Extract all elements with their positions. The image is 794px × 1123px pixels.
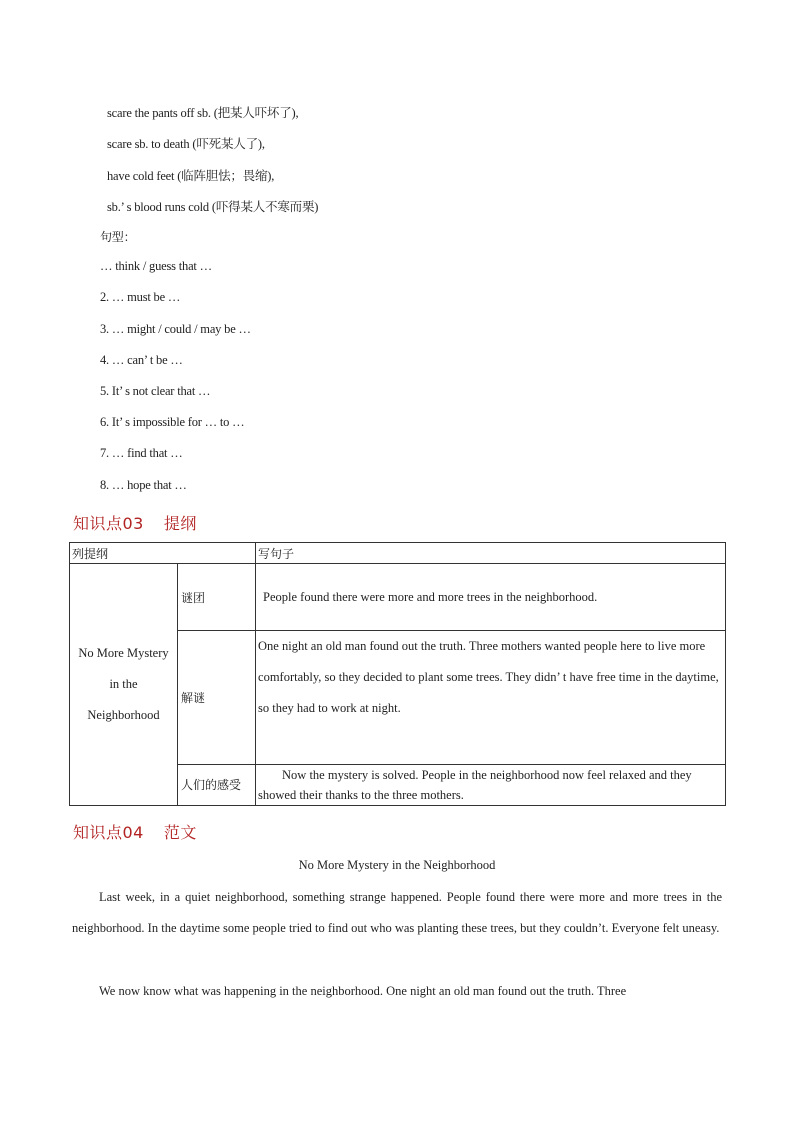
section-heading-essay bbox=[73, 820, 197, 843]
topic-cell bbox=[70, 564, 178, 806]
row-label: 人们的感受 bbox=[178, 765, 256, 806]
essay-title: No More Mystery in the Neighborhood bbox=[298, 858, 496, 872]
row-label: 解谜 bbox=[178, 631, 256, 765]
section-heading-outline bbox=[73, 511, 197, 534]
pattern-item: 6. It’ s impossible for … to … bbox=[100, 415, 245, 429]
section-number: 知识点04 bbox=[73, 823, 144, 842]
pattern-item: 4. … can’ t be … bbox=[100, 353, 183, 367]
section-title: 提纲 bbox=[163, 514, 197, 533]
pattern-item: 7. … find that … bbox=[100, 446, 183, 460]
pattern-item: … think / guess that … bbox=[100, 259, 212, 273]
essay-paragraph: Last week, in a quiet neighborhood, something strange happened. People found there were more and more trees in the neighborhood. In the daytime some people tried to find out who was planting these trees, but they couldn’t. Everyone felt uneasy. bbox=[72, 890, 722, 935]
topic-line: Neighborhood bbox=[87, 708, 160, 722]
pattern-item: 2. … must be … bbox=[100, 290, 181, 304]
table-row bbox=[70, 564, 726, 631]
idiom-item: scare sb. to death (吓死某人了), bbox=[107, 137, 265, 151]
header-outline: 列提纲 bbox=[70, 543, 256, 564]
idiom-item: scare the pants off sb. (把某人吓坏了), bbox=[107, 106, 299, 120]
pattern-item: 3. … might / could / may be … bbox=[100, 322, 251, 336]
row-text: People found there were more and more trees in the neighborhood. bbox=[256, 564, 726, 631]
topic-line: No More Mystery bbox=[78, 646, 169, 660]
idiom-item: have cold feet (临阵胆怯；畏缩), bbox=[107, 169, 275, 183]
row-label: 谜团 bbox=[178, 564, 256, 631]
row-text: Now the mystery is solved. People in the neighborhood now feel relaxed and they showed their thanks to the three mothers. bbox=[256, 765, 726, 806]
header-sentences: 写句子 bbox=[256, 543, 726, 564]
topic-line: in the bbox=[109, 677, 138, 691]
pattern-item: 8. … hope that … bbox=[100, 478, 187, 492]
patterns-label: 句型： bbox=[100, 230, 136, 244]
row-text: One night an old man found out the truth. Three mothers wanted people here to live more comfortably, so they decided to plant some trees. They didn’ t have free time in the daytime, so they had to work at night. bbox=[256, 631, 726, 765]
outline-table bbox=[69, 542, 726, 806]
table-header-row bbox=[70, 543, 726, 564]
section-title: 范文 bbox=[163, 823, 197, 842]
idiom-item: sb.’ s blood runs cold (吓得某人不寒而栗) bbox=[107, 200, 319, 214]
pattern-item: 5. It’ s not clear that … bbox=[100, 384, 211, 398]
essay-paragraph: We now know what was happening in the neighborhood. One night an old man found out the truth. Three bbox=[99, 984, 627, 998]
section-number: 知识点03 bbox=[73, 514, 144, 533]
